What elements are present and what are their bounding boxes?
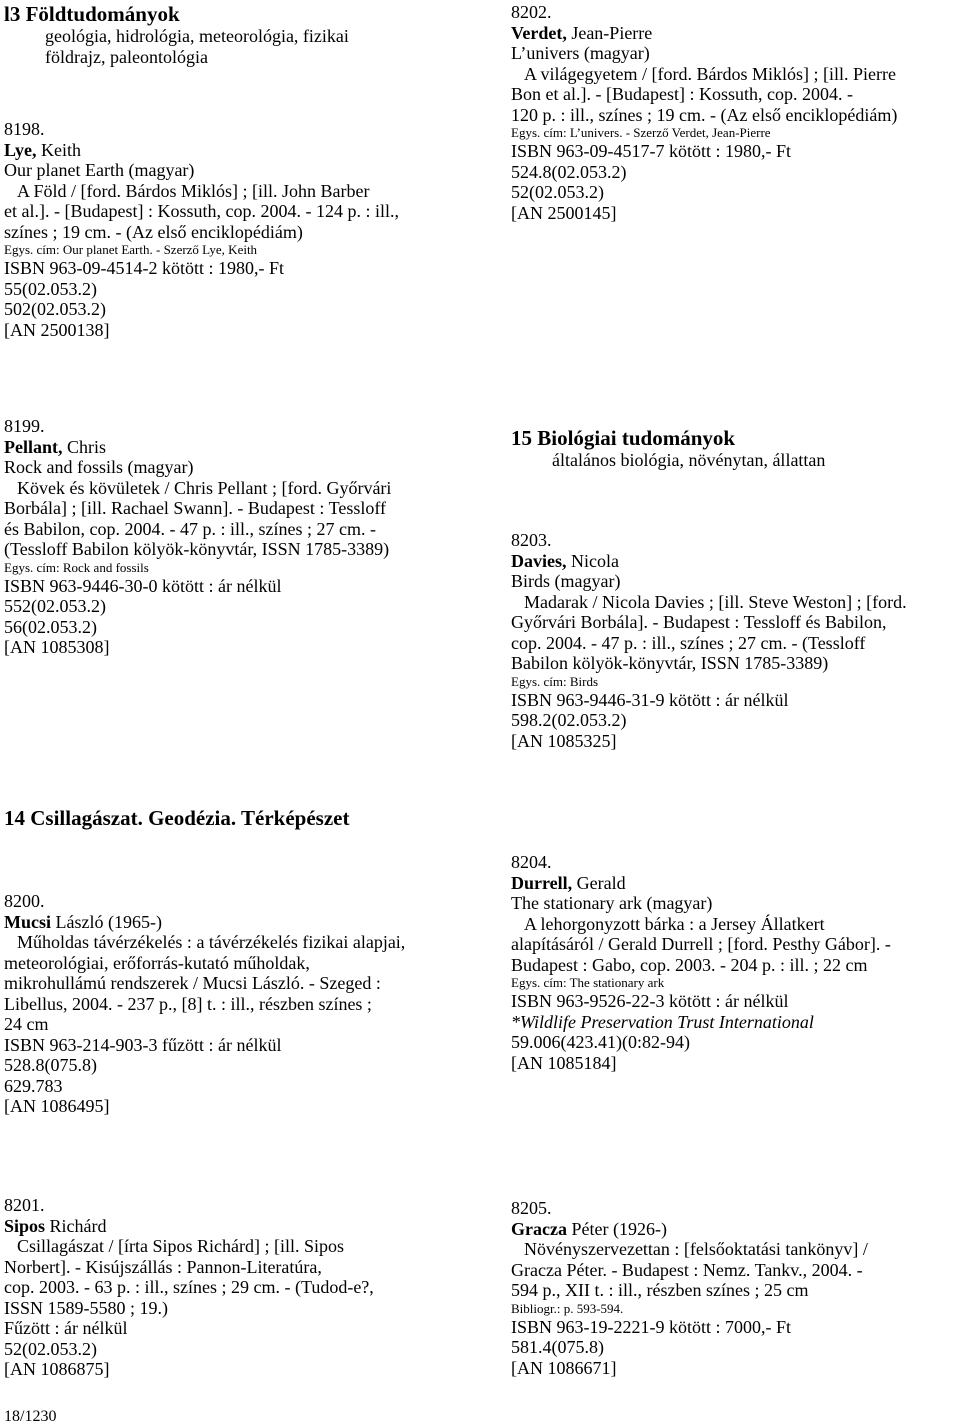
description-line: színes ; 19 cm. - (Az első enciklopédiám) <box>4 221 303 242</box>
entry-number: 8205. <box>511 1198 552 1218</box>
accession-number: [AN 2500145] <box>511 202 617 223</box>
description-line: ISSN 1589-5580 ; 19.) <box>4 1297 169 1318</box>
entry-note: Egys. cím: Rock and fossils <box>4 559 149 575</box>
original-title: L’univers (magyar) <box>511 43 650 63</box>
section-subtitle: földrajz, paleontológia <box>45 46 208 67</box>
entry-author <box>511 23 960 44</box>
entry-author <box>511 551 960 572</box>
accession-number: [AN 1086671] <box>511 1357 617 1378</box>
price-line: Fűzött : ár nélkül <box>4 1318 128 1338</box>
description-line: A világegyetem / [ford. Bárdos Miklós] ; [ill. Pierre <box>524 63 896 84</box>
author-surname: Mucsi <box>4 911 51 932</box>
description-line: cop. 2003. - 63 p. : ill., színes ; 29 cm. - (Tudod-e?, <box>4 1277 374 1297</box>
isbn-line: ISBN 963-9446-31-9 kötött : ár nélkül <box>511 689 789 710</box>
entry-note: Egys. cím: Our planet Earth. - Szerző Lye, Keith <box>4 242 258 257</box>
description-line: 24 cm <box>4 1014 49 1034</box>
entry-note: Bibliogr.: p. 593-594. <box>511 1300 624 1316</box>
description-line: 120 p. : ill., színes ; 19 cm. - (Az első enciklopédiám) <box>511 104 898 125</box>
classification-line: 581.4(075.8) <box>511 1337 604 1357</box>
entry-8205 <box>511 1198 960 1378</box>
isbn-line: ISBN 963-9526-22-3 kötött : ár nélkül <box>511 991 789 1011</box>
entry-8202 <box>511 2 960 223</box>
description-line: A lehorgonyzott bárka : a Jersey Állatkert <box>524 913 825 934</box>
description-line: Csillagászat / [írta Sipos Richárd] ; [ill. Sipos <box>17 1236 344 1256</box>
description-line: Műholdas távérzékelés : a távérzékelés fizikai alapjai, <box>17 932 406 952</box>
section-subtitle: általános biológia, növénytan, állattan <box>552 450 826 470</box>
section-14-header <box>4 806 454 830</box>
accession-number: [AN 1085308] <box>4 637 110 657</box>
description-line: (Tessloff Babilon kölyök-könyvtár, ISSN 1785-3389) <box>4 539 390 559</box>
isbn-line: ISBN 963-09-4514-2 kötött : 1980,- Ft <box>4 258 285 278</box>
author-surname: Pellant, <box>4 436 63 457</box>
entry-note: Egys. cím: L’univers. - Szerző Verdet, Jean-Pierre <box>511 125 771 140</box>
author-given-name: Péter (1926-) <box>566 1218 667 1239</box>
classification-line: 552(02.053.2) <box>4 596 106 616</box>
description-line: et al.]. - [Budapest] : Kossuth, cop. 2004. - 124 p. : ill., <box>4 201 399 221</box>
author-given-name: Gerald <box>572 872 626 893</box>
entry-author <box>4 912 454 933</box>
author-surname: Gracza <box>511 1218 567 1239</box>
description-line: meteorológiai, erőforrás-kutató műholdak, <box>4 952 310 973</box>
author-given-name: Keith <box>36 139 82 160</box>
description-line: Bon et al.]. - [Budapest] : Kossuth, cop. 2004. - <box>511 84 853 104</box>
description-line: Gracza Péter. - Budapest : Nemz. Tankv., 2004. - <box>511 1259 863 1280</box>
author-surname: Davies, <box>511 550 567 571</box>
description-line: Libellus, 2004. - 237 p., [8] t. : ill., részben színes ; <box>4 993 372 1014</box>
section-title: 14 Csillagászat. Geodézia. Térképészet <box>4 806 350 830</box>
entry-author <box>4 1216 454 1237</box>
entry-8203 <box>511 530 960 751</box>
classification-line: 524.8(02.053.2) <box>511 161 627 182</box>
classification-line: 502(02.053.2) <box>4 299 106 319</box>
description-line: Madarak / Nicola Davies ; [ill. Steve Weston] ; [ford. <box>524 591 907 612</box>
classification-line: 629.783 <box>4 1075 63 1096</box>
section-title: 15 Biológiai tudományok <box>511 426 736 450</box>
isbn-line: ISBN 963-09-4517-7 kötött : 1980,- Ft <box>511 141 792 161</box>
entry-8200 <box>4 891 454 1117</box>
description-line: mikrohullámú rendszerek / Mucsi László. - Szeged : <box>4 973 381 993</box>
accession-number: [AN 1085325] <box>511 730 617 751</box>
entry-8199 <box>4 416 454 658</box>
entry-8201 <box>4 1195 454 1380</box>
original-title: Our planet Earth (magyar) <box>4 160 195 180</box>
accession-number: [AN 2500138] <box>4 319 110 340</box>
original-title: Rock and fossils (magyar) <box>4 457 194 477</box>
classification-line: 56(02.053.2) <box>4 616 97 637</box>
author-given-name: Nicola <box>566 550 619 571</box>
classification-line: 598.2(02.053.2) <box>511 710 627 730</box>
section-15-header <box>511 426 960 471</box>
description-line: cop. 2004. - 47 p. : ill., színes ; 27 cm. - (Tessloff <box>511 632 866 653</box>
author-given-name: Chris <box>62 436 107 457</box>
entry-author <box>4 437 454 458</box>
entry-note: Egys. cím: Birds <box>511 673 599 689</box>
author-surname: Verdet, <box>511 22 567 43</box>
accession-number: [AN 1085184] <box>511 1052 617 1073</box>
description-line: és Babilon, cop. 2004. - 47 p. : ill., színes ; 27 cm. - <box>4 518 376 539</box>
description-line: alapításáról / Gerald Durrell ; [ford. Pesthy Gábor]. - <box>511 934 891 954</box>
original-title: Birds (magyar) <box>511 571 621 591</box>
author-surname: Durrell, <box>511 872 573 893</box>
section-subtitle: geológia, hidrológia, meteorológia, fizikai <box>45 26 349 46</box>
description-line: Norbert]. - Kisújszállás : Pannon-Literatúra, <box>4 1256 322 1277</box>
entry-author <box>511 1219 960 1240</box>
entry-number: 8201. <box>4 1195 45 1215</box>
page-number: 18/1230 <box>4 1408 57 1425</box>
description-line: 594 p., XII t. : ill., részben színes ; 25 cm <box>511 1280 809 1300</box>
entry-8198 <box>4 119 454 340</box>
isbn-line: ISBN 963-214-903-3 fűzött : ár nélkül <box>4 1034 282 1055</box>
classification-line: 59.006(423.41)(0:82-94) <box>511 1032 690 1052</box>
author-given-name: Jean-Pierre <box>566 22 653 43</box>
description-line: Borbála] ; [ill. Rachael Swann]. - Budapest : Tessloff <box>4 498 386 518</box>
entry-author <box>511 873 960 894</box>
subject-heading: *Wildlife Preservation Trust International <box>511 1011 814 1032</box>
classification-line: 52(02.053.2) <box>4 1338 97 1359</box>
section-title: l3 Földtudományok <box>4 2 180 26</box>
author-given-name: Richárd <box>45 1215 107 1236</box>
entry-number: 8202. <box>511 2 552 22</box>
entry-note: Egys. cím: The stationary ark <box>511 975 665 990</box>
classification-line: 52(02.053.2) <box>511 182 604 202</box>
entry-author <box>4 140 454 161</box>
entry-number: 8198. <box>4 119 45 139</box>
isbn-line: ISBN 963-19-2221-9 kötött : 7000,- Ft <box>511 1316 792 1337</box>
classification-line: 55(02.053.2) <box>4 278 97 299</box>
author-surname: Lye, <box>4 139 37 160</box>
original-title: The stationary ark (magyar) <box>511 893 713 913</box>
description-line: Budapest : Gabo, cop. 2003. - 204 p. : ill. ; 22 cm <box>511 954 868 975</box>
description-line: Babilon kölyök-könyvtár, ISSN 1785-3389) <box>511 653 829 673</box>
accession-number: [AN 1086495] <box>4 1096 110 1116</box>
description-line: A Föld / [ford. Bárdos Miklós] ; [ill. John Barber <box>17 180 370 201</box>
entry-number: 8200. <box>4 891 45 911</box>
section-13-header <box>4 2 454 67</box>
entry-number: 8203. <box>511 530 552 550</box>
author-given-name: László (1965-) <box>51 911 162 932</box>
description-line: Növényszervezettan : [felsőoktatási tankönyv] / <box>524 1239 868 1259</box>
description-line: Kövek és kövületek / Chris Pellant ; [ford. Győrvári <box>17 477 392 498</box>
classification-line: 528.8(075.8) <box>4 1055 97 1075</box>
entry-8204 <box>511 852 960 1073</box>
description-line: Győrvári Borbála]. - Budapest : Tessloff és Babilon, <box>511 612 887 632</box>
accession-number: [AN 1086875] <box>4 1359 110 1379</box>
isbn-line: ISBN 963-9446-30-0 kötött : ár nélkül <box>4 575 282 596</box>
author-surname: Sipos <box>4 1215 46 1236</box>
entry-number: 8204. <box>511 852 552 872</box>
entry-number: 8199. <box>4 416 45 436</box>
